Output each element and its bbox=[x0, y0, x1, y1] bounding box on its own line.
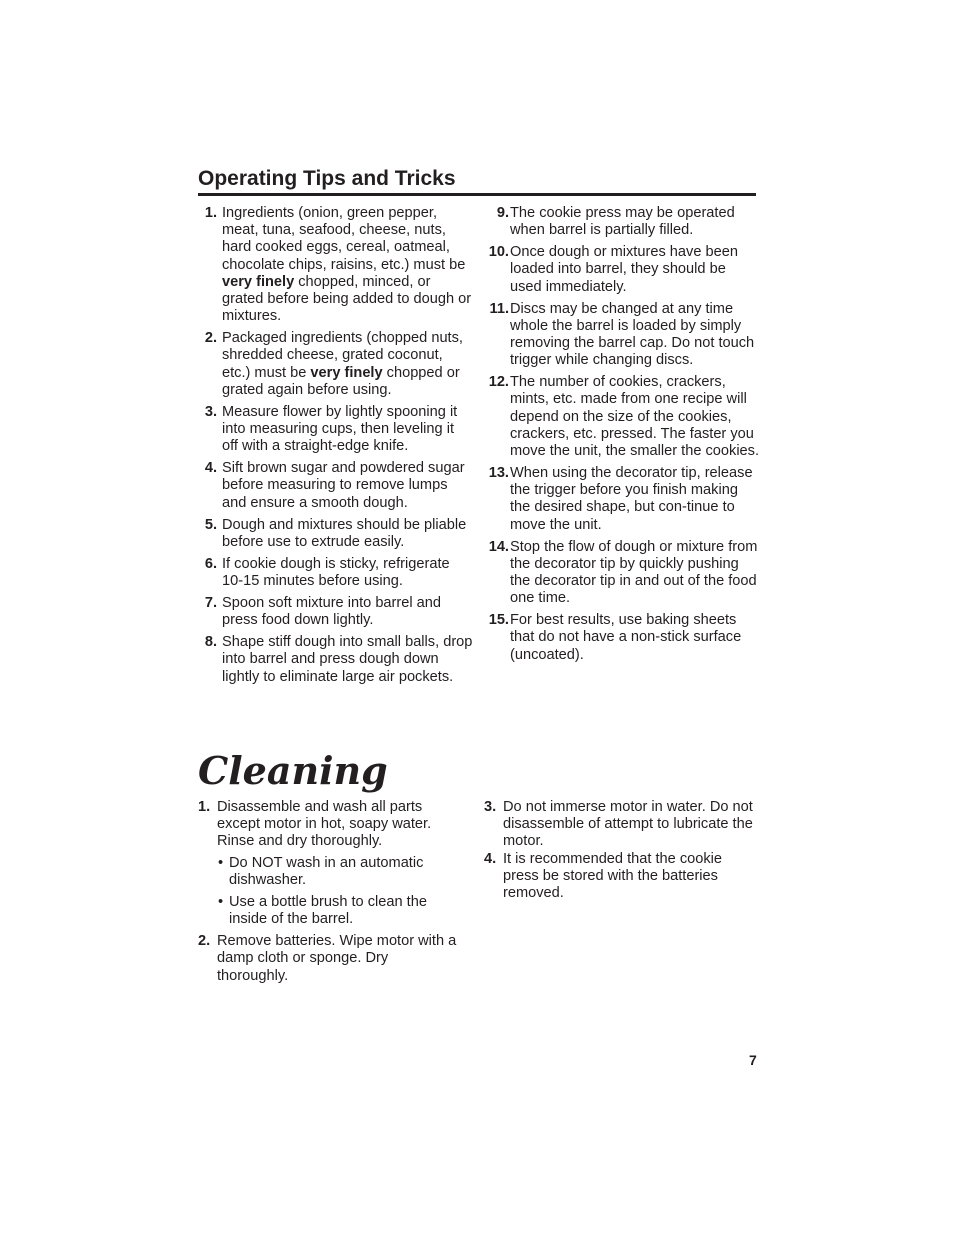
step-number: 4. bbox=[484, 850, 497, 867]
tip-text bbox=[510, 301, 760, 370]
tip-item bbox=[198, 205, 473, 325]
tip-text bbox=[222, 556, 473, 590]
tip-text-part: Once dough or mixtures have been loaded into barrel, they should be used immediately. bbox=[510, 244, 738, 295]
tips-heading: Operating Tips and Tricks bbox=[198, 165, 756, 196]
page-number: 7 bbox=[749, 1052, 757, 1068]
tip-number: 3. bbox=[204, 403, 217, 420]
tip-number: 11. bbox=[489, 300, 509, 317]
tip-number: 14. bbox=[488, 538, 509, 555]
tip-item bbox=[484, 539, 760, 608]
bullet-item bbox=[218, 855, 458, 889]
tip-text bbox=[222, 404, 473, 456]
tip-text-part: When using the decorator tip, release the trigger before you finish making the desired shape, but con-tinue to move the unit. bbox=[510, 465, 753, 533]
bullet-text: Do NOT wash in an automatic dishwasher. bbox=[229, 855, 424, 889]
tip-number: 6. bbox=[204, 555, 217, 572]
tip-number: 15. bbox=[488, 612, 509, 629]
tip-text-part: Stop the flow of dough or mixture from the decorator tip by quickly pushing the decorator tip in and out of the food one time. bbox=[510, 538, 758, 607]
tip-item bbox=[198, 460, 473, 512]
tip-text-part: Discs may be changed at any time whole the barrel is loaded by simply removing the barrel cap. Do not touch trigger while changing discs. bbox=[510, 300, 755, 369]
tip-number: 12. bbox=[488, 374, 509, 391]
cleaning-step bbox=[198, 933, 458, 985]
tip-text-part: Spoon soft mixture into barrel and press food down lightly. bbox=[222, 595, 442, 629]
tip-text bbox=[222, 634, 473, 686]
bullet-item bbox=[218, 894, 458, 928]
emphasis-text: very finely bbox=[222, 273, 295, 290]
step-number: 1. bbox=[198, 799, 211, 815]
tip-text-part: Measure flower by lightly spooning it into measuring cups, then leveling it off with a straight-edge knife. bbox=[222, 403, 458, 455]
cleaning-step bbox=[484, 851, 754, 903]
tip-number: 4. bbox=[204, 460, 217, 477]
bullet-text: Use a bottle brush to clean the inside of the barrel. bbox=[229, 894, 427, 928]
cleaning-column-right bbox=[484, 799, 754, 907]
tip-text bbox=[222, 205, 473, 325]
tip-item bbox=[198, 595, 473, 629]
tips-column-right bbox=[484, 205, 760, 669]
cleaning-step bbox=[198, 799, 458, 851]
tip-text bbox=[222, 517, 473, 551]
tip-text-part: If cookie dough is sticky, refrigerate 10-15 minutes before using. bbox=[222, 555, 450, 590]
tip-text-part: For best results, use baking sheets that do not have a non-stick surface (uncoated). bbox=[510, 612, 742, 663]
tip-text bbox=[510, 539, 760, 608]
tip-number: 5. bbox=[204, 516, 217, 533]
step-text: Do not immerse motor in water. Do not disassemble of attempt to lubricate the motor. bbox=[503, 799, 753, 850]
tip-text-part: Dough and mixtures should be pliable before use to extrude easily. bbox=[222, 516, 467, 550]
tip-item bbox=[198, 330, 473, 399]
step-number: 2. bbox=[198, 933, 211, 950]
tip-item bbox=[198, 517, 473, 551]
step-number: 3. bbox=[484, 799, 497, 815]
tip-text bbox=[510, 465, 760, 534]
tip-item bbox=[484, 465, 760, 534]
tip-item bbox=[484, 205, 760, 239]
tip-text-part: chopped or grated again before using. bbox=[222, 364, 460, 398]
tip-text bbox=[222, 595, 473, 629]
tip-text-part: Shape stiff dough into small balls, drop into barrel and press dough down lightly to eliminate large air pockets. bbox=[222, 634, 473, 685]
cleaning-bullets bbox=[218, 855, 458, 928]
tip-number: 8. bbox=[204, 634, 217, 651]
tip-text-part: The number of cookies, crackers, mints, etc. made from one recipe will depend on the size of the cookies, crackers, etc. pressed. The faster you move the unit, the smaller the cookies. bbox=[510, 374, 760, 460]
tip-item bbox=[484, 612, 760, 664]
tip-text bbox=[510, 612, 760, 664]
tip-item bbox=[484, 301, 760, 370]
step-text: Disassemble and wash all parts except motor in hot, soapy water. Rinse and dry thoroughly. bbox=[217, 799, 432, 850]
tip-text-part: Sift brown sugar and powdered sugar before measuring to remove lumps and ensure a smooth dough. bbox=[222, 460, 465, 511]
tip-item bbox=[198, 404, 473, 456]
tip-text-part: Ingredients (onion, green pepper, meat, tuna, seafood, cheese, nuts, hard cooked eggs, cereal, oatmeal, chocolate chips, raisins, etc.) must be bbox=[222, 205, 466, 273]
cleaning-column-left bbox=[198, 799, 458, 989]
tip-number: 13. bbox=[488, 465, 509, 482]
cleaning-step bbox=[484, 799, 754, 851]
tip-text bbox=[510, 244, 760, 296]
tip-text-part: chopped, minced, or grated before being added to dough or mixtures. bbox=[222, 273, 472, 325]
tip-item bbox=[484, 244, 760, 296]
tip-text-part: The cookie press may be operated when barrel is partially filled. bbox=[510, 205, 735, 239]
bullet-dot: • bbox=[218, 855, 224, 872]
tip-number: 7. bbox=[204, 595, 217, 612]
emphasis-text: very finely bbox=[310, 364, 383, 381]
tip-number: 2. bbox=[204, 330, 217, 347]
tip-item bbox=[198, 634, 473, 686]
tip-item bbox=[484, 374, 760, 460]
tip-text bbox=[222, 460, 473, 512]
tips-column-left bbox=[198, 205, 473, 691]
step-text: Remove batteries. Wipe motor with a damp cloth or sponge. Dry thoroughly. bbox=[217, 933, 457, 984]
tip-number: 10. bbox=[488, 244, 509, 261]
bullet-dot: • bbox=[218, 894, 224, 911]
tip-number: 1. bbox=[204, 205, 217, 221]
tip-text-part: Packaged ingredients (chopped nuts, shredded cheese, grated coconut, etc.) must be bbox=[222, 330, 463, 381]
cleaning-heading: Cleaning bbox=[198, 748, 388, 793]
tip-text bbox=[510, 374, 760, 460]
step-text: It is recommended that the cookie press be stored with the batteries removed. bbox=[503, 850, 723, 902]
tip-text bbox=[510, 205, 760, 239]
tip-item bbox=[198, 556, 473, 590]
tip-number: 9. bbox=[496, 205, 509, 221]
tip-text bbox=[222, 330, 473, 399]
